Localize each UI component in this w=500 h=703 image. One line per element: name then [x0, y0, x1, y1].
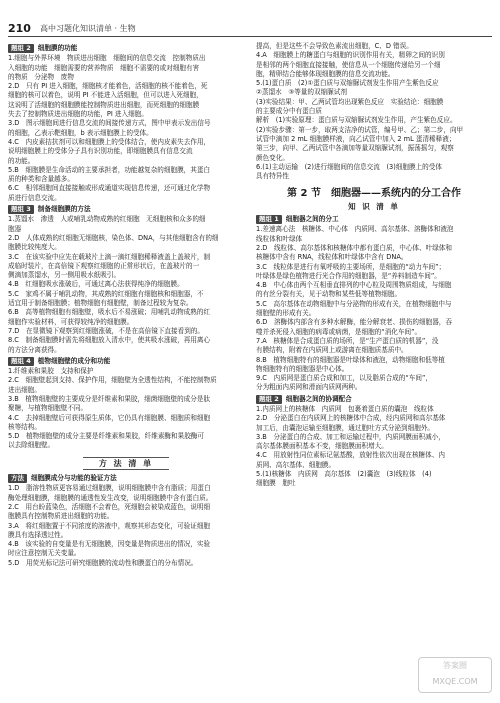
- text-line: 1.D 脂溶性物质更容易通过细胞膜，说明细胞膜中含有脂质；用蛋白: [8, 484, 211, 493]
- text-line: 细胞作实验材料，可获得较纯净的细胞膜。: [8, 317, 134, 326]
- text-line: 8.C 制备细胞膜时需先将细胞放入清水中，使其吸水涨破，再用离心: [8, 336, 211, 345]
- text-line: 2.D 人体成熟的红细胞无细胞核，染色体、DNA，与其他细胞含有的细: [8, 233, 219, 242]
- text-line: 2.D 分泌蛋白在内质网上的核糖体中合成，经内质网和高尔基体: [256, 414, 446, 423]
- text-line: 核糖体中含有 RNA，线粒体和叶绿体中含有 DNA。: [256, 253, 408, 262]
- text-line: 6.B 高等植物细胞有细胞壁，吸水后不易涨破；用哺乳动物成熟的红: [8, 308, 211, 317]
- left-column: [8, 42, 244, 568]
- text-line: 5.D 用荧光标记法可研究细胞膜的流动性和膜蛋白的分布情况。: [8, 558, 198, 567]
- text-line: 的物质 分泌物 废物: [8, 72, 74, 81]
- text-line: 是相邻的两个细胞直接接触，使信息从一个细胞传递给另一个细: [256, 60, 441, 69]
- section-tag: 题组 2: [256, 395, 282, 404]
- text-line: 时应注意控制无关变量。: [8, 549, 81, 558]
- section-tag: 题组 4: [8, 357, 34, 366]
- section-heading: [8, 205, 244, 214]
- text-line: 4.A 细胞膜上的糖蛋白与细胞的识别作用有关，精卵之间的识别: [256, 51, 445, 60]
- text-line: 5.C 家鸡不属于哺乳动物，其成熟的红细胞有细胞核和细胞器，不: [8, 289, 204, 298]
- text-line: 核等结构。: [8, 422, 41, 431]
- right-column: [256, 42, 492, 489]
- method-ribbon: [8, 457, 244, 470]
- method-ribbon-text: 方 法 清 单: [83, 457, 169, 470]
- section-tag: 方法: [8, 474, 27, 483]
- text-line: 6.(1)主动运输 (2)进行细胞间的信息交流 (3)细胞膜上的受体: [256, 162, 442, 171]
- text-line: 聚糖，与植物细胞壁不同。: [8, 404, 88, 413]
- text-line: 以去除细胞壁。: [8, 441, 55, 450]
- text-line: 4.B 红细胞吸水涨破后，可通过离心法获得纯净的细胞膜。: [8, 280, 184, 289]
- text-line: 的有丝分裂有关，见于动物和某些低等植物细胞。: [256, 290, 402, 299]
- text-line: 这说明了活细胞的细胞膜能控制物质进出细胞，而死细胞的细胞膜: [8, 100, 200, 109]
- text-line: 2.C 用台盼蓝染色，活细胞不会着色，死细胞会被染成蓝色，说明细: [8, 502, 211, 511]
- section-tag: 题组 2: [8, 44, 34, 53]
- text-line: 7.D 在显微镜下观察到红细胞涨破，不是在高倍镜下直接看到的。: [8, 326, 204, 335]
- text-line: 5.(1)蛋白质 (2)①蛋白质与双缩脲试剂发生作用产生紫色反应: [256, 79, 439, 88]
- text-line: 5.B 细胞膜是生命活动的主要承担者，功能越复杂的细胞膜，其蛋白: [8, 165, 211, 174]
- text-line: 4.C 去掉细胞壁后可获得原生质体，它仍具有细胞膜、细胞质和细胞: [8, 413, 211, 422]
- knowledge-list-subtitle: 知 识 清 单: [348, 201, 400, 211]
- text-line: 具有特异性: [256, 172, 289, 181]
- page-header: [0, 0, 500, 34]
- text-line: 1.蒸馏水 渗透 人或哺乳动物成熟的红细胞 无细胞核和众多的细: [8, 215, 206, 224]
- text-line: 的细胞，乙表示靶细胞，b 表示细胞膜上的受体。: [8, 128, 153, 137]
- book-title: 高中习题化知识清单 · 生物: [40, 24, 136, 33]
- text-line: 胞器: [8, 224, 22, 233]
- text-line: 3.B 分泌蛋白的合成、加工和运输过程中，内质网膜面积减小，: [256, 432, 445, 441]
- text-line: 膜具有选择透过性。: [8, 530, 68, 539]
- text-line: 质的种类和含量越多。: [8, 175, 74, 184]
- text-line: 失去了控制物质进出细胞的功能，PI 进入细胞。: [8, 110, 148, 119]
- text-line: 入细胞的功能 细胞需要的营养物质 细胞不需要的或对细胞有害: [8, 63, 200, 72]
- text-line: 5.D 植物细胞壁的成分主要是纤维素和果胶，纤维素酶和果胶酶可: [8, 432, 204, 441]
- text-line: 2.D 只有 PI 进入细胞，细胞核才能着色，活细胞的核不能着色，死: [8, 82, 208, 91]
- watermark-logo: [418, 657, 492, 693]
- text-line: 试管中滴加 2 mL 细胞膜样液，向乙试管中加入 2 mL 蛋清稀释液；: [256, 134, 456, 143]
- text-line: 细胞壁的形成有关。: [256, 309, 316, 318]
- text-line: 3.B 植物细胞壁的主要成分是纤维素和果胶，细菌细胞壁的成分是肽: [8, 394, 211, 403]
- section-heading: [256, 215, 492, 224]
- text-line: 提高，但是这些不会导致色素流出细胞，C、D 错误。: [256, 42, 413, 50]
- text-line: 细胞膜 胞吐: [256, 479, 296, 488]
- text-line: 解析 (1)实验原理：蛋白质与双缩脲试剂发生作用，产生紫色反应。: [256, 116, 457, 125]
- text-line: 侧滴加蒸馏水，另一侧用吸水纸吸引。: [8, 271, 121, 280]
- text-line: 1.纤维素和果胶 支持和保护: [8, 367, 94, 376]
- text-line: 分为粗面内质网和滑面内质网两种。: [256, 383, 362, 392]
- section-tag: 题组 3: [8, 205, 34, 214]
- section-heading: [256, 395, 492, 404]
- text-line: 酶处理细胞膜，细胞膜的通透性发生改变，说明细胞膜中含有蛋白质。: [8, 493, 213, 502]
- text-line: 1.差速离心法 核糖体、中心体 内质网、高尔基体、溶酶体和液泡: [256, 225, 454, 234]
- text-line: 适宜用于制备细胞膜；植物细胞有细胞壁，制备过程较为复杂。: [8, 299, 193, 308]
- section-tag: 题组 1: [256, 215, 282, 224]
- section-heading-text: 制备细胞膜的方法: [37, 205, 91, 214]
- page-number: 210: [8, 22, 31, 35]
- text-line: 的方法分离获得。: [8, 345, 61, 354]
- text-line: 4.B 该实验的自变量是有无细胞膜，因变量是物质进出的情况，实验: [8, 540, 211, 549]
- section-heading-text: 细胞膜成分与功能的验证方法: [31, 474, 117, 483]
- text-line: 2.C 细胞壁起到支持、保护作用，细胞壁为全透性结构，不能控制物质: [8, 376, 217, 385]
- text-line: (3)实验结果：甲、乙两试管均出现紫色反应 实验结论：细胞膜: [256, 97, 444, 106]
- header-divider: [8, 36, 492, 37]
- text-line: 细胞的核可以着色，说明 PI 不能进入活细胞，但可以进入死细胞，: [8, 91, 203, 100]
- text-line: 第三步，向甲、乙两试管中各滴加等量双缩脲试剂，振荡摇匀，观察: [256, 144, 454, 153]
- text-line: 6.D 溶酶体内部含有多种水解酶，能分解衰老、损伤的细胞器，吞: [256, 318, 452, 327]
- section-heading-text: 细胞膜的功能: [37, 44, 78, 52]
- text-line: 高尔基体膜面积基本不变，细胞膜面积增大。: [256, 442, 388, 451]
- text-line: 6.C 相邻细胞间直接接触或形成通道实现信息传递，还可通过化学物: [8, 184, 211, 193]
- section-title: 第 2 节 细胞器——系统内的分工合作: [287, 188, 461, 200]
- text-line: 4.C 用放射性同位素标记氨基酸，放射性依次出现在核糖体、内: [256, 451, 445, 460]
- text-line: 胞，精卵结合能够体现细胞膜的信息交流功能。: [256, 69, 395, 78]
- text-line: 3.A 将红细胞置于不同浓度的溶液中，观察其形态变化，可验证细胞: [8, 521, 211, 530]
- text-line: (2)实验步骤：第一步，取两支洁净的试管，编号甲、乙；第二步，向甲: [256, 125, 464, 134]
- text-line: 的功能。: [8, 156, 35, 165]
- text-line: 线粒体和叶绿体: [256, 234, 303, 243]
- watermark-text-url: MXQE.COM: [432, 677, 478, 686]
- text-line: 1.内质网上的核糖体 内质网 包裹着蛋白质的囊泡 线粒体: [256, 404, 434, 413]
- text-line: 3.C 在该实验中应先在载玻片上滴一滴红细胞稀释液盖上盖玻片，制: [8, 252, 211, 261]
- text-line: 有膜结构，附着在内质网上或游离在细胞质基质中。: [256, 346, 408, 355]
- text-line: 的主要成分中有蛋白质: [256, 107, 322, 116]
- text-line: 2.D 线粒体、高尔基体和核糖体中都有蛋白质，中心体、叶绿体和: [256, 243, 452, 252]
- text-line: 物细胞特有的细胞器是中心体。: [256, 364, 349, 373]
- text-line: 叶绿体是绿色植物进行光合作用的细胞器，是“养料制造车间”。: [256, 271, 441, 280]
- text-line: 5.C 高尔基体在动物细胞中与分泌物的形成有关，在植物细胞中与: [256, 299, 452, 308]
- text-line: 3.C 线粒体是进行有氧呼吸的主要场所，是细胞的“动力车间”；: [256, 262, 446, 271]
- text-line: 9.C 内质网是蛋白质合成和加工，以及脂质合成的“车间”，: [256, 374, 432, 383]
- text-line: 胞膜比较纯度大。: [8, 243, 61, 252]
- text-line: 说明细胞膜上的受体分子具有识别功能，即细胞膜具有信息交流: [8, 147, 193, 156]
- section-heading: [8, 474, 244, 483]
- text-line: 成临时装片，在高倍镜下观察红细胞的正常形状后，在盖玻片的一: [8, 261, 200, 270]
- section-heading: [8, 44, 244, 53]
- text-line: 4.C 内皮素拮抗剂可以和细胞膜上的受体结合，使内皮素失去作用，: [8, 137, 211, 146]
- text-line: 7.A 核糖体是合成蛋白质的场所，是“生产蛋白质的机器”，没: [256, 336, 439, 345]
- text-line: 5.(1)核糖体 内质网 高尔基体 (2)囊泡 (3)线粒体 (4): [256, 470, 432, 479]
- text-line: 4.B 中心体由两个互相垂直排列的中心粒及周围物质组成，与细胞: [256, 281, 452, 290]
- section-heading-text: 植物细胞壁的成分和功能: [37, 356, 111, 365]
- section-heading-text: 细胞器之间的分工: [285, 215, 339, 224]
- text-line: 质进行信息交流。: [8, 193, 61, 202]
- section-heading-text: 细胞器之间的协调配合: [285, 394, 352, 403]
- watermark-text-cn: 答案圈: [443, 661, 467, 670]
- text-line: 胞膜具有控制物质进出细胞的功能。: [8, 512, 114, 521]
- section-heading: [8, 357, 244, 366]
- text-line: 噬并杀死侵入细胞的病毒或病菌，是细胞的“消化车间”。: [256, 327, 422, 336]
- text-line: ②蒸馏水 ③等量的双缩脲试剂: [256, 88, 347, 97]
- text-line: 进出细胞。: [8, 385, 41, 394]
- text-line: 8.B 植物细胞特有的细胞器是叶绿体和液泡，动物细胞和低等植: [256, 355, 445, 364]
- text-line: 3.D 图示细胞间进行信息交流的间接传递方式，图中甲表示发出信号: [8, 119, 211, 128]
- text-line: 加工后，由囊泡运输至细胞膜，通过胞吐方式分泌到细胞外。: [256, 423, 435, 432]
- text-line: 质网、高尔基体、细胞膜。: [256, 460, 336, 469]
- text-line: 1.细胞与外界环境 物质进出细胞 细胞间的信息交流 控制物质出: [8, 54, 206, 63]
- text-line: 颜色变化。: [256, 153, 289, 162]
